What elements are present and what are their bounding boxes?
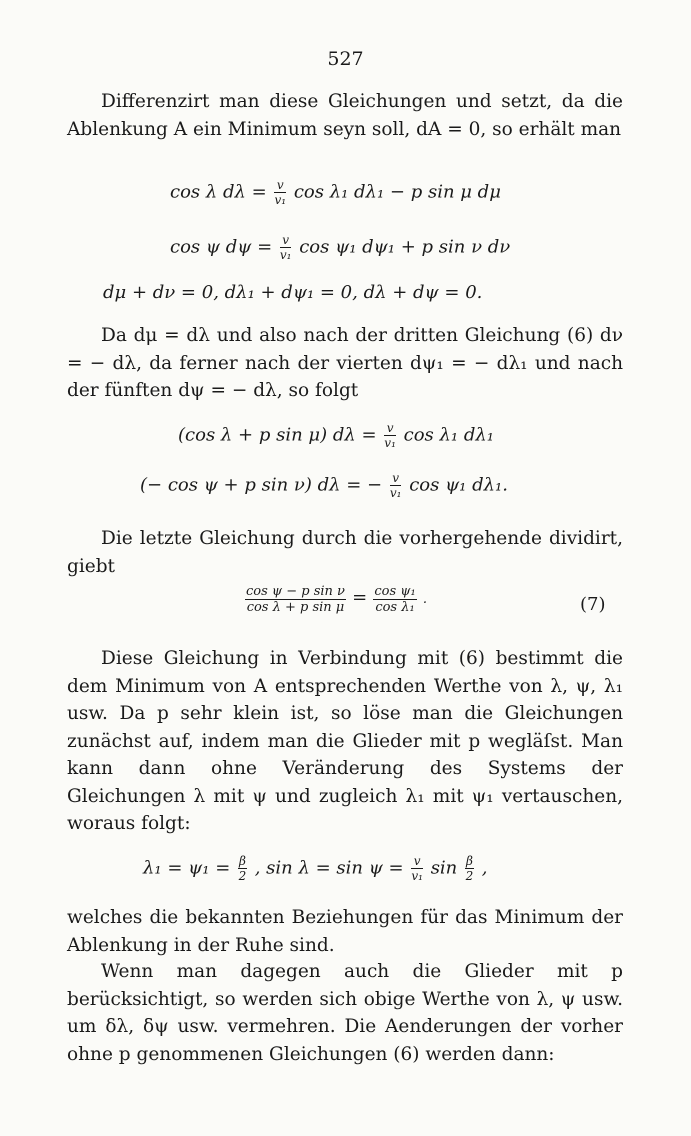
eq2-right: cos ψ₁ dψ₁ + p sin ν dν [299,236,511,258]
paragraph-4-text: Diese Gleichung in Verbindung mit (6) bestimmt die dem Minimum von A entsprechenden Werthe von λ, ψ, λ₁ usw. Da p sehr klein ist, so löse man die Gleichungen zunächst auf, indem man die Glieder mit p wegläſst. Man kann dann ohne Veränderung des Systems der Gleichungen λ mit ψ und zugleich λ₁ mit ψ₁ vertauschen, woraus folgt: [67,648,623,834]
eq2-fraction [280,234,292,261]
paragraph-4 [67,645,623,838]
eq1-left: cos λ dλ = [170,181,267,203]
paragraph-5 [67,904,623,959]
eq4-frac-den: v₁ [384,436,396,450]
paragraph-3 [67,525,623,580]
eq5-frac-num: v [390,472,402,486]
equation-number-7: (7) [580,594,606,615]
equation-4 [178,422,494,449]
paragraph-5-text: welches die bekannten Beziehungen für das Minimum der Ablenkung in der Ruhe sind. [67,907,623,956]
eq4-fraction [384,422,396,449]
eq1-frac-den: v₁ [274,193,287,207]
eq1-right: cos λ₁ dλ₁ − p sin μ dμ [293,181,501,203]
eq4-left: (cos λ + p sin μ) dλ = [178,424,377,446]
eq7-frac1-den: 2 [238,869,247,883]
eq6-lhs-den: cos λ + p sin μ [246,600,345,615]
eq7-left: λ₁ = ψ₁ = [143,857,231,879]
paragraph-6 [67,958,623,1068]
paragraph-1 [67,88,623,143]
eq7-frac1 [238,855,247,882]
eq6-tail: . [422,592,427,607]
eq1-frac-num: v [274,179,286,193]
eq7-frac3 [465,855,474,882]
eq5-right: cos ψ₁ dλ₁. [409,474,508,496]
paragraph-2 [67,322,623,405]
eq5-fraction [390,472,402,499]
eq7-sin: sin [430,857,458,879]
eq5-frac-den: v₁ [389,486,402,500]
eq7-mid: , sin λ = sin ψ = [254,857,404,879]
equation-1 [170,179,501,206]
eq6-lhs-num: cos ψ − p sin ν [246,584,345,599]
eq6-lhs-fraction [245,585,346,614]
equation-5 [140,472,508,499]
eq6-rhs-den: cos λ₁ [375,600,415,615]
eq5-left: (− cos ψ + p sin ν) dλ = − [140,474,383,496]
paragraph-3-text: Die letzte Gleichung durch die vorhergehende dividirt, giebt [67,528,623,577]
page-number: 527 [327,48,364,70]
eq7-tail: , [481,857,488,879]
eq4-right: cos λ₁ dλ₁ [403,424,494,446]
eq7-frac3-num: β [466,854,473,868]
eq7-frac1-num: β [239,854,246,868]
eq1-fraction [274,179,286,206]
eq2-frac-den: v₁ [279,248,292,262]
eq7-frac3-den: 2 [465,869,474,883]
eq7-frac2-den: v₁ [411,869,423,883]
paragraph-2-text: Da dμ = dλ und also nach der dritten Gleichung (6) dν = − dλ, da ferner nach der vierten dψ₁ = − dλ₁ und nach der fünften dψ = − dλ, so folgt [67,325,623,401]
equation-2 [170,234,510,261]
eq2-frac-num: v [280,234,292,248]
eq2-left: cos ψ dψ = [170,236,273,258]
eq6-rhs-num: cos ψ₁ [374,584,416,599]
eq7-frac2-num: v [411,855,423,869]
eq6-rhs-fraction [373,585,416,614]
equation-6 [243,585,427,614]
equation-3: dμ + dν = 0, dλ₁ + dψ₁ = 0, dλ + dψ = 0. [103,282,483,303]
eq7-frac2 [411,855,423,882]
paragraph-6-text: Wenn man dagegen auch die Glieder mit p berücksichtigt, so werden sich obige Werthe von λ, ψ usw. um δλ, δψ usw. vermehren. Die Aenderungen der vorher ohne p genommenen Gleichungen (6) werden dann: [67,961,623,1065]
paragraph-1-text: Differenzirt man diese Gleichungen und setzt, da die Ablenkung A ein Minimum seyn soll, dA = 0, so erhält man [67,91,623,140]
equation-7 [143,855,487,882]
eq4-frac-num: v [384,422,396,436]
eq6-equals: = [352,587,368,608]
